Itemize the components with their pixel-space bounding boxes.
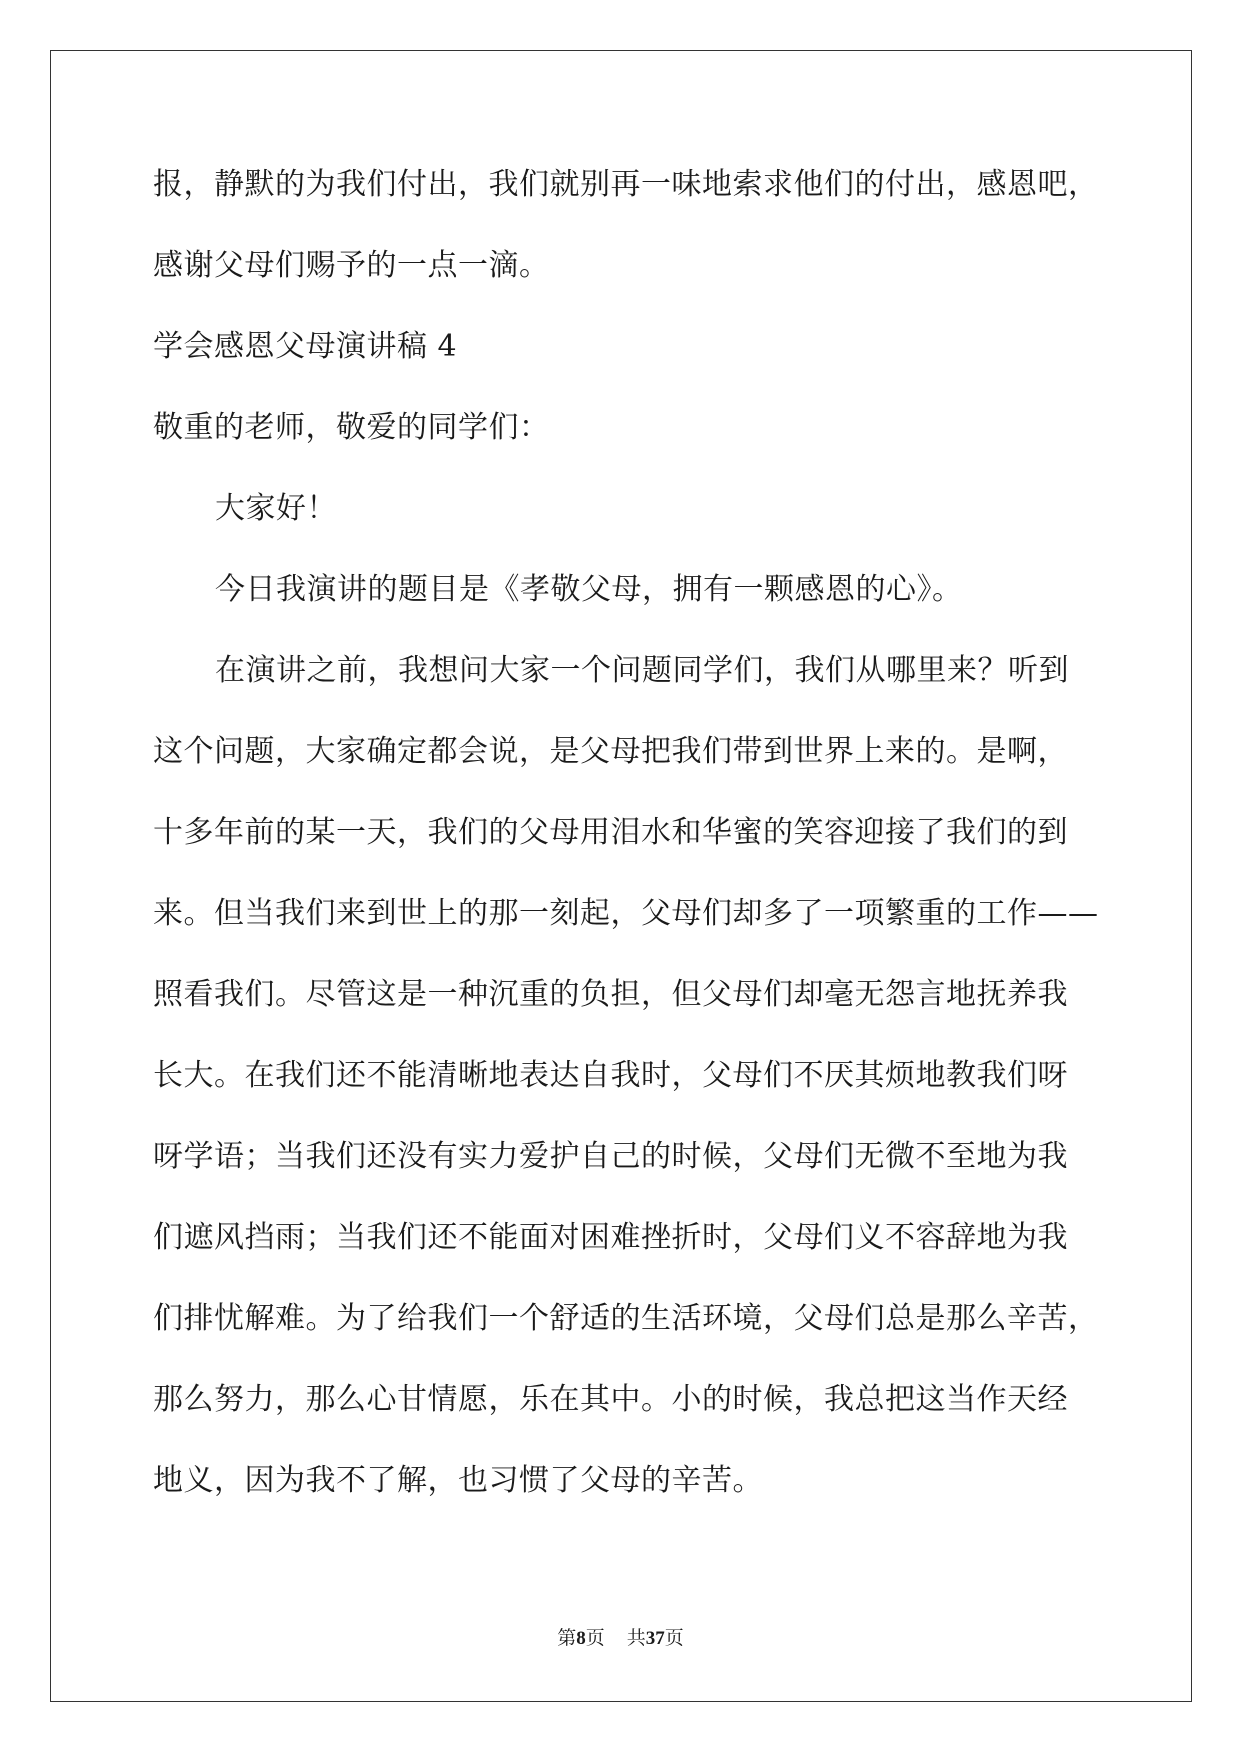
paragraph-line: 地义，因为我不了解，也习惯了父母的辛苦。 — [153, 1463, 763, 1498]
greeting: 大家好！ — [215, 491, 337, 526]
paragraph-line: 长大。在我们还不能清晰地表达自我时，父母们不厌其烦地教我们呀 — [153, 1058, 1068, 1093]
paragraph-line: 十多年前的某一天，我们的父母用泪水和华蜜的笑容迎接了我们的到 — [153, 815, 1068, 850]
paragraph-line: 在演讲之前，我想问大家一个问题同学们，我们从哪里来？听到 — [215, 653, 1069, 688]
paragraph-line: 今日我演讲的题目是《孝敬父母，拥有一颗感恩的心》。 — [215, 572, 963, 607]
total-suffix: 页 — [664, 1627, 684, 1649]
page-suffix: 页 — [585, 1627, 605, 1649]
salutation: 敬重的老师，敬爱的同学们： — [153, 410, 550, 445]
total-prefix: 共 — [626, 1627, 646, 1649]
page-footer — [0, 1626, 1241, 1651]
total-pages: 37 — [645, 1628, 665, 1649]
paragraph-line: 们排忧解难。为了给我们一个舒适的生活环境，父母们总是那么辛苦， — [153, 1301, 1099, 1336]
section-heading: 学会感恩父母演讲稿 4 — [153, 329, 458, 364]
paragraph-line: 照看我们。尽管这是一种沉重的负担，但父母们却毫无怨言地抚养我 — [153, 977, 1068, 1012]
paragraph-line: 来。但当我们来到世上的那一刻起，父母们却多了一项繁重的工作—— — [153, 896, 1099, 931]
page-prefix: 第 — [557, 1627, 577, 1649]
paragraph-line: 那么努力，那么心甘情愿，乐在其中。小的时候，我总把这当作天经 — [153, 1382, 1068, 1417]
paragraph-line: 呀学语；当我们还没有实力爱护自己的时候，父母们无微不至地为我 — [153, 1139, 1068, 1174]
paragraph-line: 这个问题，大家确定都会说，是父母把我们带到世界上来的。是啊， — [153, 734, 1068, 769]
text-line: 感谢父母们赐予的一点一滴。 — [153, 248, 550, 283]
page-number: 8 — [576, 1628, 586, 1649]
paragraph-line: 们遮风挡雨；当我们还不能面对困难挫折时，父母们义不容辞地为我 — [153, 1220, 1068, 1255]
document-body — [153, 165, 1099, 1542]
text-line: 报，静默的为我们付出，我们就别再一味地索求他们的付出，感恩吧， — [153, 167, 1099, 202]
